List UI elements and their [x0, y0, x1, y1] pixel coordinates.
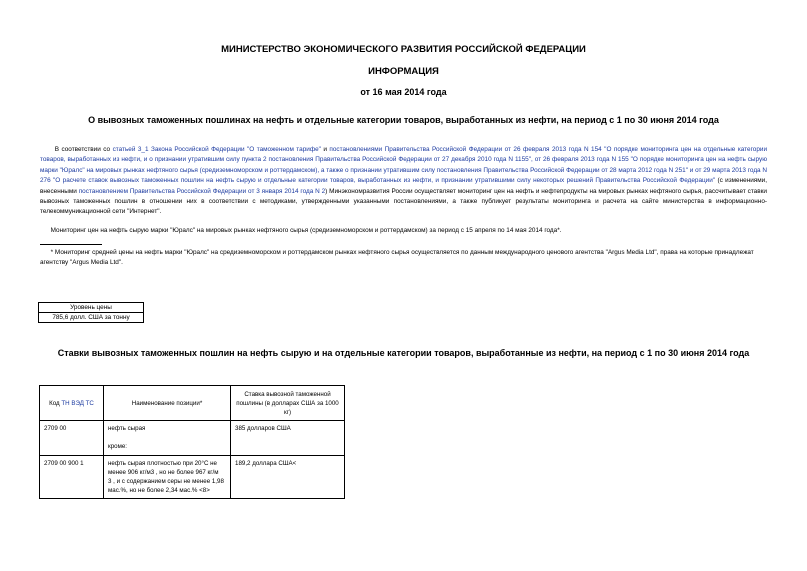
intro-text-2: и — [320, 146, 330, 153]
price-level-table — [38, 302, 144, 323]
col-rate-header: Ставка вывозной таможенной пошлины (в долларах США за 1000 кг) — [231, 386, 345, 421]
ministry-title: МИНИСТЕРСТВО ЭКОНОМИЧЕСКОГО РАЗВИТИЯ РОССИЙСКОЙ ФЕДЕРАЦИИ — [221, 44, 586, 55]
monitoring-paragraph — [40, 226, 767, 236]
doc-date: от 16 мая 2014 года — [360, 87, 447, 97]
row-rate: 385 долларов США — [231, 421, 345, 456]
amendment-link[interactable]: постановлением Правительства Российской Федерации от 3 января 2014 года N 2 — [78, 187, 326, 195]
resolutions-link[interactable]: постановлениями Правительства Российской Федерации от 26 февраля 2013 года N 154 "О порядке мониторинга цен на отдельные категории товаров, выработанных из нефти, и о признании утратившим силу пункта 2 постановления Правительства Российской Федерации от 27 декабря 2010 года N 1155", от 26 февраля 2013 года N 155 "О порядке мониторинга цен на нефть сырую марки "Юралс" на мировых рынках нефтяного сырья (средиземноморском и роттердамском), а также о признании утратившим силу постановления Правительства Российской Федерации от 28 марта 2012 года N 251" и от 29 марта 2013 года N 276 "О расчете ставок вывозных таможенных пошлин на нефть сырую и отдельные категории товаров, выработанных из нефти, и признании утратившими силу некоторых решений Правительства Российской Федерации" — [40, 146, 768, 185]
price-level-header: Уровень цены — [39, 303, 144, 313]
row-rate: 189,2 доллара США< — [231, 456, 345, 499]
col-name-header: Наименование позиции* — [104, 386, 231, 421]
row-name-a: нефть сырая — [108, 425, 146, 432]
table-row — [40, 456, 345, 499]
row-name-b: кроме: — [108, 443, 128, 450]
row-code: 2709 00 900 1 — [40, 456, 104, 499]
rates-table-header — [40, 386, 345, 421]
footnote-text: * Мониторинг средней цены на нефть марки "Юралс" на средиземноморском и роттердамском рынках нефтяного сырья осуществляется по данным международного ценового агентства "Argus Media Ltd", права на которые принадлежат агентству "Argus Media Ltd". — [40, 249, 754, 267]
row-name — [104, 456, 231, 499]
footnote — [40, 248, 767, 269]
footnote-divider — [40, 244, 102, 245]
intro-text-3: (с изменениями, внесенными — [40, 177, 767, 195]
row-code: 2709 00 — [40, 421, 104, 456]
tnved-link[interactable]: ТН ВЭД ТС — [61, 399, 94, 407]
col-code-header — [40, 386, 104, 421]
law-link[interactable]: статьей 3_1 Закона Российской Федерации "О таможенном тарифе" — [112, 146, 321, 153]
monitoring-text: Мониторинг цен на нефть сырую марки "Юралс" на мировых рынках нефтяного сырья (средиземноморском и роттердамском) за период с 15 апреля по 14 мая 2014 года*. — [50, 227, 562, 234]
row-name-a: нефть сырая плотностью при 20°С не менее 906 кг/м3 , но не более 967 кг/м — [108, 460, 219, 476]
intro-text-4: ) Минэкономразвития России осуществляет мониторинг цен на нефть и нефтепродукты на мировых рынках нефтяного сырья, рассчитывает ставки вывозных таможенных пошлин в отношении них в соответствии с методиками, утвержденными указанными постановлениями, а также публикует результаты мониторинга и расчета на сайте министерства в информационно-телекоммуникационной сети "Интернет". — [40, 187, 768, 216]
col-code-prefix: Код — [49, 399, 62, 407]
row-name-b: 3 , и с содержанием серы не менее 1,98 мас.%, но не более 2,34 мас.% <8> — [108, 478, 224, 494]
intro-text-1: В соответствии со — [54, 146, 113, 153]
table-row — [40, 421, 345, 456]
row-name — [104, 421, 231, 456]
price-level-value: 785,6 долл. США за тонну — [39, 313, 144, 323]
rates-title: Ставки вывозных таможенных пошлин на нефть сырую и на отдельные категории товаров, выработанные из нефти, на период с 1 по 30 июня 2014 года — [57, 348, 750, 358]
rates-table — [39, 385, 345, 499]
doc-type: ИНФОРМАЦИЯ — [368, 66, 439, 77]
intro-paragraph — [40, 145, 767, 218]
doc-subject: О вывозных таможенных пошлинах на нефть и отдельные категории товаров, выработанных из нефти, на период с 1 по 30 июня 2014 года — [88, 115, 719, 125]
